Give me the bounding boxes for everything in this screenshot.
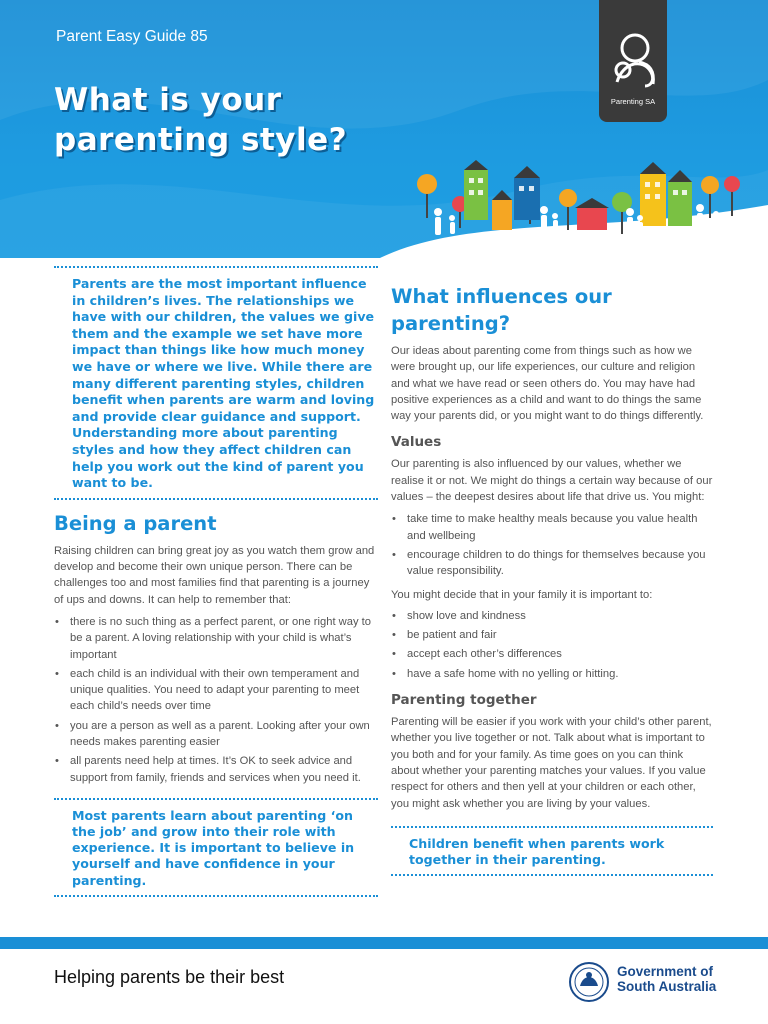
values-list-1 — [391, 511, 713, 579]
together-callout: Children benefit when parents work together in their parenting. — [409, 835, 665, 868]
section-heading-being-parent: Being a parent — [54, 511, 217, 535]
list-item: • you are a person as well as a parent. Looking after your own needs makes parenting easier — [54, 718, 378, 751]
page-title — [54, 80, 414, 160]
divider — [54, 266, 378, 268]
government-crest-icon — [568, 960, 610, 1004]
parenting-sa-logo — [599, 0, 667, 122]
list-item: • take time to make healthy meals because you value health and wellbeing — [391, 511, 713, 544]
left-column — [54, 266, 378, 897]
section-heading-together: Parenting together — [391, 692, 537, 709]
footer-bar — [0, 937, 768, 949]
list-item: • show love and kindness — [391, 608, 713, 624]
list-item: • be patient and fair — [391, 627, 713, 643]
logo-label: Parenting SA — [610, 97, 656, 106]
being-parent-callout: Most parents learn about parenting ‘on the job’ and grow into their role with experience. It is important to believe in yourself and have confidence in your parenting. — [72, 807, 355, 888]
header-banner — [0, 0, 768, 258]
values-body-2: You might decide that in your family it is important to: — [391, 588, 653, 601]
list-item: • there is no such thing as a perfect parent, or one right way to be a parent. A loving relationship with your child is what’s important — [54, 614, 378, 663]
divider — [391, 826, 713, 828]
list-item: • all parents need help at times. It’s OK to seek advice and support from family, friends and services when you need it. — [54, 753, 378, 786]
divider — [54, 895, 378, 897]
list-item: • encourage children to do things for themselves because you value responsibility. — [391, 547, 713, 580]
being-parent-list — [54, 614, 378, 786]
section-heading-values: Values — [391, 434, 442, 451]
list-item: • accept each other’s differences — [391, 646, 713, 662]
family-logo-icon — [599, 0, 667, 95]
divider — [54, 798, 378, 800]
list-item: • have a safe home with no yelling or hitting. — [391, 666, 713, 682]
values-body: Our parenting is also influenced by our values, whether we realise it or not. We might do things a certain way because of our values – the deepest desires about life that drive us. You might: — [391, 458, 713, 504]
divider — [54, 498, 378, 500]
list-item: • each child is an individual with their own temperament and unique qualities. You need to adapt your parenting to meet each child’s needs over time — [54, 666, 378, 715]
guide-number: Parent Easy Guide 85 — [56, 28, 208, 45]
divider — [391, 874, 713, 876]
intro-text: Parents are the most important influence in children’s lives. The relationships we have with our children, the values we give them and the example we set have more impact than things like how much money we have or where we live. While there are many different parenting styles, children benefit when parents are warm and loving and provide clear guidance and support. Understanding more about parenting styles and how they affect children can help you work out the kind of parent you want to be. — [72, 276, 375, 491]
together-body: Parenting will be easier if you work with your child’s other parent, whether you live together or not. Talk about what is important to you both and for your family. As time goes on you can think about whether your parenting matches your values. If you value respect for others and then yell at your children or each other, you might ask whether you are living by your values. — [391, 716, 712, 810]
town-illustration — [412, 160, 747, 255]
government-logo-text — [617, 965, 716, 994]
values-list-2 — [391, 608, 713, 682]
being-parent-body: Raising children can bring great joy as you watch them grow and develop and become their own unique person. There can be challenges too and most families find that parenting is a journey of ups and downs. It can help to remember that: — [54, 544, 375, 606]
influences-body: Our ideas about parenting come from things such as how we were brought up, our life experiences, our culture and religion and what we have read or seen others do. You may have had positive experiences as a child and want to do things the same way your parents did, or you might want to do things differently. — [391, 345, 704, 423]
gov-line-1: Government of — [617, 964, 714, 979]
right-column — [391, 283, 713, 876]
title-line-1: What is your — [54, 82, 282, 118]
section-heading-influences: What influences our parenting? — [391, 285, 612, 335]
footer-tagline: Helping parents be their best — [54, 967, 285, 987]
title-line-2: parenting style? — [54, 122, 348, 158]
gov-line-2: South Australia — [617, 978, 717, 994]
